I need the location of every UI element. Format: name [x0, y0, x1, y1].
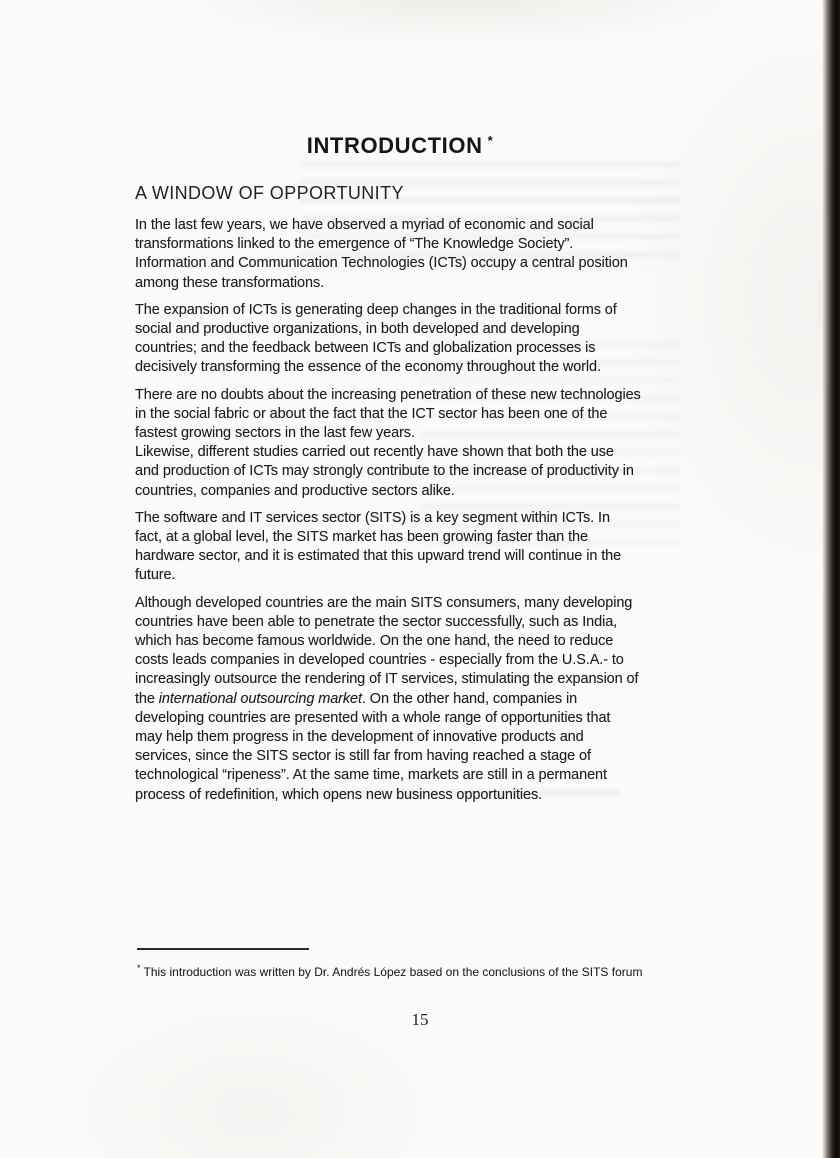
text-line: countries; and the feedback between ICTs and globalization processes is — [135, 340, 596, 357]
footnote — [137, 960, 697, 980]
paragraph — [135, 301, 665, 378]
text-line: technological “ripeness”. At the same time, markets are still in a permanent — [135, 767, 607, 784]
page-content — [135, 128, 665, 813]
text-line: the international outsourcing market. On the other hand, companies in — [135, 690, 578, 707]
text-line: may help them progress in the development of innovative products and — [135, 729, 584, 746]
text-line: which has become famous worldwide. On the one hand, the need to reduce — [135, 633, 614, 650]
paragraph — [135, 594, 665, 805]
text-line: among these transformations. — [135, 274, 325, 291]
text-line: services, since the SITS sector is still far from having reached a stage of — [135, 748, 591, 765]
text-line: Likewise, different studies carried out recently have shown that both the use — [135, 444, 614, 461]
text-line: Although developed countries are the main SITS consumers, many developing — [135, 594, 633, 611]
text-line: and production of ICTs may strongly contribute to the increase of productivity in — [135, 463, 634, 480]
text-line: countries, companies and productive sectors alike. — [135, 482, 455, 499]
text-line: social and productive organizations, in both developed and developing — [135, 321, 580, 338]
title-footnote-marker: * — [487, 133, 494, 148]
text-line: The software and IT services sector (SITS) is a key segment within ICTs. In — [135, 509, 610, 526]
text-line: costs leads companies in developed countries - especially from the U.S.A.- to — [135, 652, 624, 669]
text-line: In the last few years, we have observed a myriad of economic and social — [135, 217, 594, 233]
section-heading: A WINDOW OF OPPORTUNITY — [135, 183, 404, 203]
text-line: Information and Communication Technologies (ICTs) occupy a central position — [135, 255, 628, 272]
text-line: hardware sector, and it is estimated that this upward trend will continue in the — [135, 548, 622, 565]
text-line: in the social fabric or about the fact that the ICT sector has been one of the — [135, 405, 608, 422]
text-line: decisively transforming the essence of the economy throughout the world. — [135, 359, 601, 376]
paragraph — [135, 509, 665, 586]
paragraph — [135, 386, 665, 501]
text-line: transformations linked to the emergence of “The Knowledge Society”. — [135, 236, 574, 253]
text-line: increasingly outsource the rendering of IT services, stimulating the expansion of — [135, 671, 639, 688]
text-line: The expansion of ICTs is generating deep changes in the traditional forms of — [135, 301, 617, 318]
page-title — [135, 128, 665, 159]
paragraph — [135, 216, 665, 293]
scan-edge-shadow — [822, 0, 840, 1158]
body-text — [135, 216, 665, 805]
text-line: developing countries are presented with a whole range of opportunities that — [135, 709, 611, 726]
text-line: countries have been able to penetrate the sector successfully, such as India, — [135, 613, 618, 630]
text-line: There are no doubts about the increasing penetration of these new technologies — [135, 386, 641, 403]
text-line: fastest growing sectors in the last few years. — [135, 425, 415, 442]
footnote-text: This introduction was written by Dr. Andrés López based on the conclusions of the SITS forum — [143, 965, 643, 979]
footnote-separator-rule — [137, 948, 309, 950]
text-line: future. — [135, 567, 176, 584]
footnote-marker: * — [137, 963, 141, 973]
text-line: fact, at a global level, the SITS market has been growing faster than the — [135, 529, 588, 546]
text-line: process of redefinition, which opens new business opportunities. — [135, 786, 543, 803]
page-title-text: INTRODUCTION — [306, 133, 483, 158]
page-number: 15 — [411, 1010, 429, 1029]
